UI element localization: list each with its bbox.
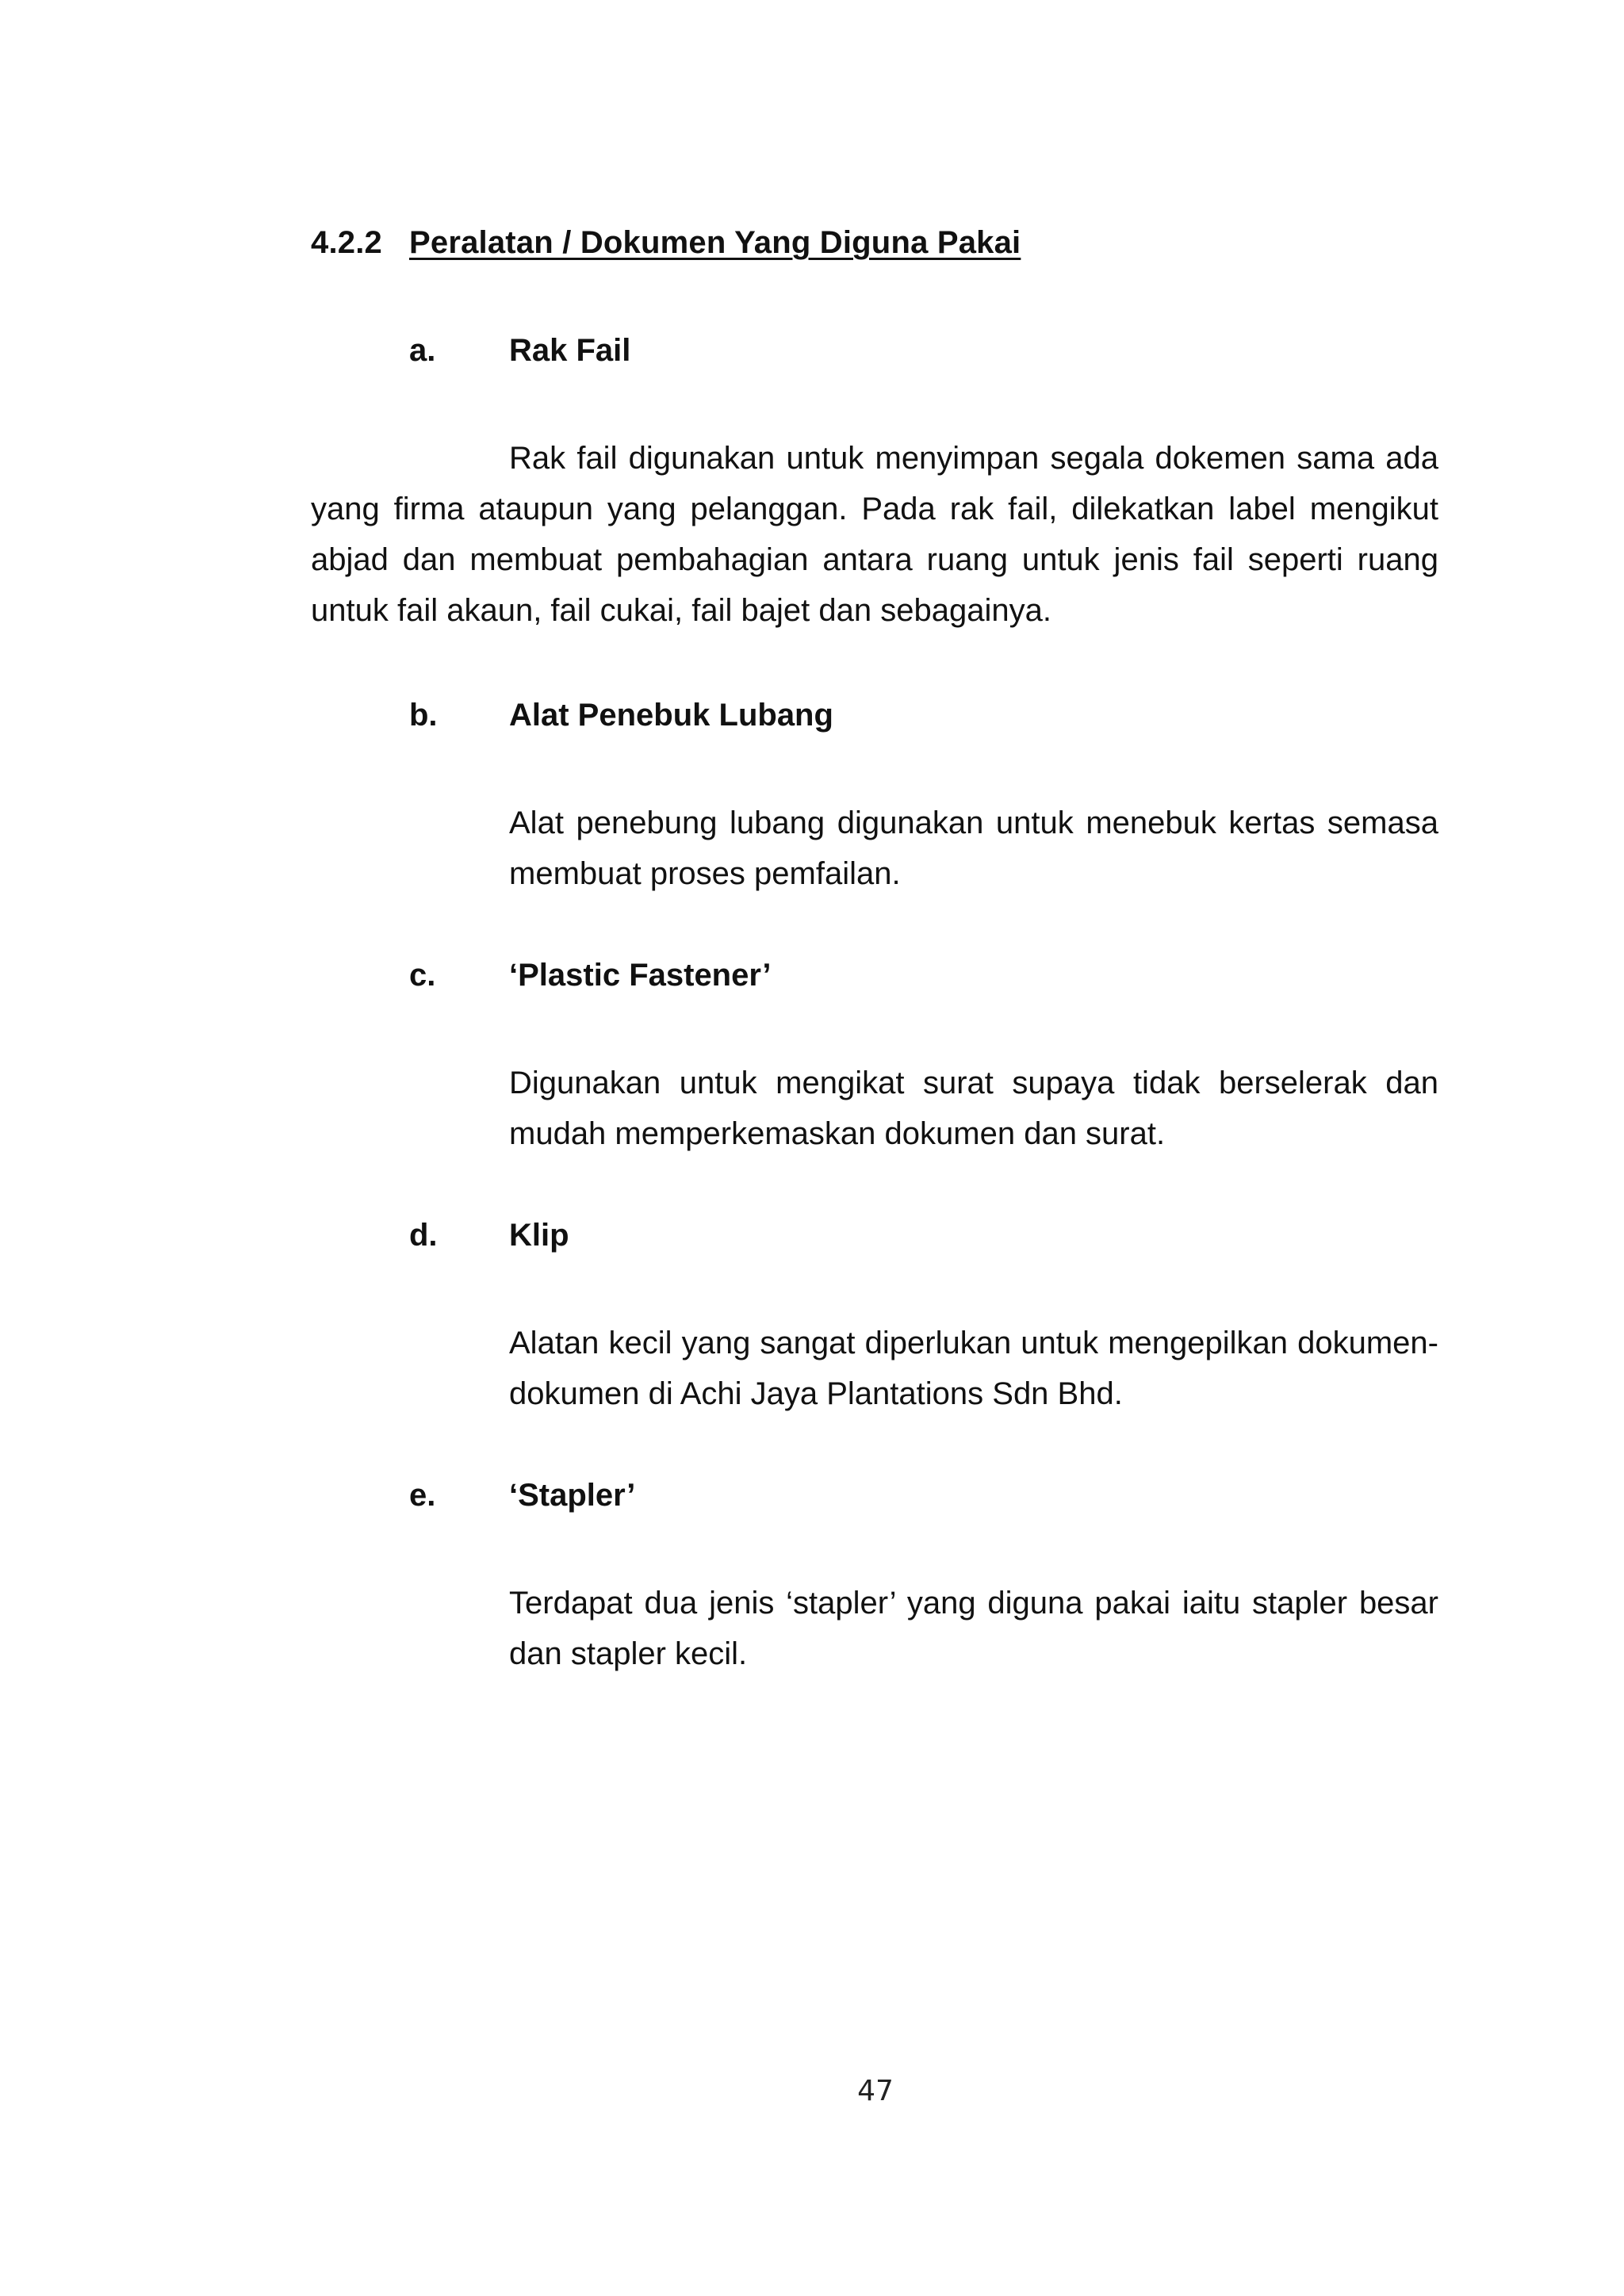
item-title: Alat Penebuk Lubang [509, 698, 833, 733]
item-heading-c [409, 958, 772, 993]
item-heading-a [409, 333, 630, 369]
item-letter: b. [409, 698, 438, 733]
section-number: 4.2.2 [311, 225, 382, 260]
section-title: Peralatan / Dokumen Yang Diguna Pakai [409, 225, 1021, 260]
item-paragraph-e: Terdapat dua jenis ‘stapler’ yang diguna pakai iaitu stapler besar dan stapler kecil. [509, 1586, 1438, 1671]
page-number: 47 [857, 2075, 894, 2107]
item-letter: e. [409, 1478, 436, 1513]
item-letter: c. [409, 958, 436, 993]
item-letter: a. [409, 333, 436, 368]
item-heading-e [409, 1478, 635, 1513]
item-paragraph-b: Alat penebung lubang digunakan untuk menebuk kertas semasa membuat proses pemfailan. [509, 806, 1438, 891]
item-heading-b [409, 698, 833, 733]
section-heading [311, 225, 1021, 261]
item-heading-d [409, 1218, 569, 1253]
item-paragraph-a: Rak fail digunakan untuk menyimpan segala dokemen sama ada yang firma ataupun yang pelanggan. Pada rak fail, dilekatkan label mengikut abjad dan membuat pembahagian antara ruang untuk jenis fail seperti ruang untuk fail akaun, fail cukai, fail bajet dan sebagainya. [311, 441, 1438, 628]
item-letter: d. [409, 1218, 438, 1253]
item-title: Rak Fail [509, 333, 631, 368]
item-title: ‘Stapler’ [509, 1478, 636, 1513]
item-paragraph-c: Digunakan untuk mengikat surat supaya tidak berselerak dan mudah memperkemaskan dokumen dan surat. [509, 1066, 1438, 1151]
item-title: ‘Plastic Fastener’ [509, 958, 772, 993]
item-title: Klip [509, 1218, 569, 1253]
item-paragraph-d: Alatan kecil yang sangat diperlukan untuk mengepilkan dokumen-dokumen di Achi Jaya Plantations Sdn Bhd. [509, 1326, 1438, 1411]
